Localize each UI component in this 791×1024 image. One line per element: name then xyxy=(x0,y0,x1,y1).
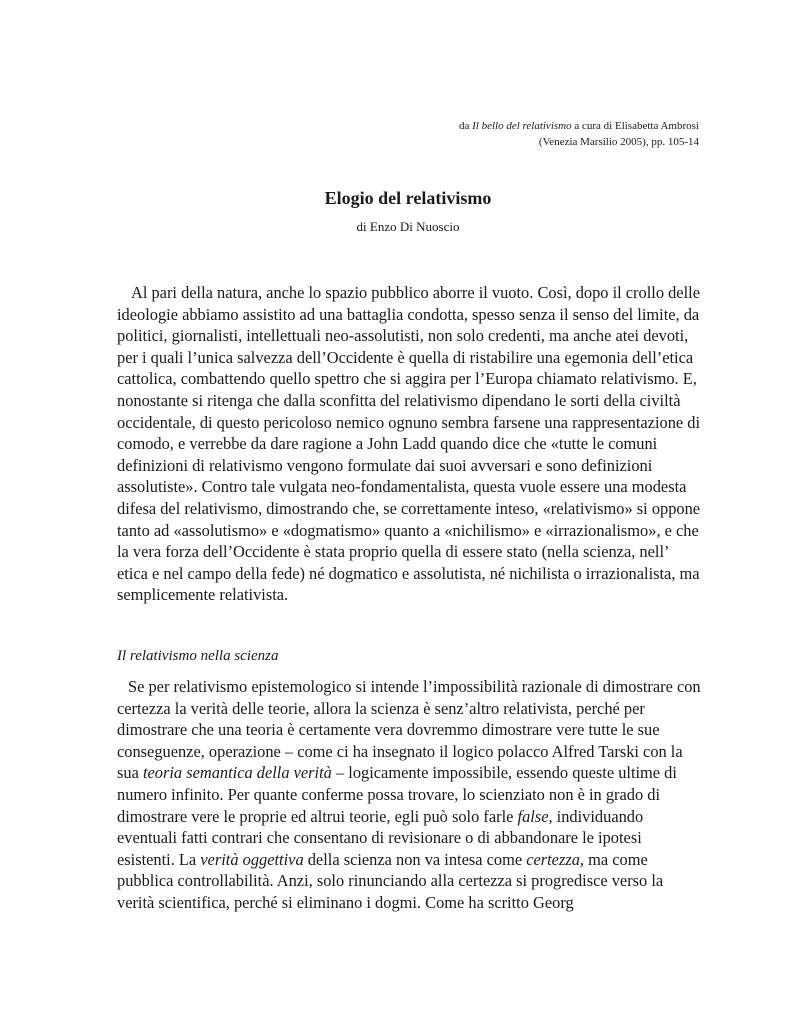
source-line-2: (Venezia Marsilio 2005), pp. 105-14 xyxy=(538,136,699,148)
p2-text-b: – logicamente impossibile, essendo queste ultime di numero infinito. Per quante conferme possa trovare, lo scienziato non è in grado di dimostrare vere le proprie ed altrui teorie, egli può solo farle xyxy=(117,763,677,826)
p2-italic-3: verità oggettiva xyxy=(200,849,304,869)
p2-text-c: individuando eventuali fatti contrari che consentano di revisionare o di abbandonare le ipotesi esistenti. La xyxy=(117,806,644,869)
source-prefix: da xyxy=(458,120,473,132)
p2-italic-4: certezza, xyxy=(526,849,584,869)
paragraph-1: Al pari della natura, anche lo spazio pubblico aborre il vuoto. Così, dopo il crollo delle ideologie abbiamo assistito ad una battaglia condotta, spesso senza il senso del limite, da politici, giornalisti, intellettuali neo-assolutisti, non solo credenti, ma anche atei devoti, per i quali l’unica salvezza dell’Occidente è quella di ristabilire una egemonia dell’etica cattolica, combattendo quello spettro che si aggira per l’Europa chiamato relativismo. E, nonostante si ritenga che dalla sconfitta del relativismo dipendano le sorti della civiltà occidentale, di questo pericoloso nemico ognuno sembra farsene una rappresentazione di comodo, e verrebbe da dare ragione a John Ladd quando dice che «tutte le comuni definizioni di relativismo vengono formulate dai suoi avversari e sono definizioni assolutiste». Contro tale vulgata neo-fondamentalista, questa vuole essere una modesta difesa del relativismo, dimostrando che, se correttamente inteso, «relativismo» si oppone tanto ad «assolutismo» e «dogmatismo» quanto a «nichilismo» e «irrazionalismo», e che la vera forza dell’Occidente è stata proprio quella di essere stato (nella scienza, nell’ etica e nel campo della fede) né dogmatico e assolutista, né nichilista o irrazionalista, ma semplicemente relativista. xyxy=(117,283,701,605)
p2-italic-1: teoria semantica della verità xyxy=(142,763,332,783)
source-book-title: Il bello del relativismo xyxy=(472,120,572,132)
page-title: Elogio del relativismo xyxy=(324,188,492,208)
p2-text-e: ma come pubblica controllabilità. Anzi, solo rinunciando alla certezza si progredisce verso la verità scientifica, perché si eliminano i dogmi. Come ha scritto Georg xyxy=(117,849,664,912)
paragraph-2 xyxy=(117,676,702,914)
p2-text-d: della scienza non va intesa come xyxy=(303,849,527,869)
p2-text-a: Se per relativismo epistemologico si intende l’impossibilità razionale di dimostrare con certezza la verità delle teorie, allora la scienza è senz’altro relativista, perché per dimostrare che una teoria è certamente vera dovremmo dimostrare vere tutte le sue conseguenze, operazione – come ci ha insegnato il logico polacco Alfred Tarski con la sua xyxy=(117,677,701,783)
source-citation xyxy=(459,118,699,150)
author-line: di Enzo Di Nuoscio xyxy=(356,219,460,234)
section-heading: Il relativismo nella scienza xyxy=(117,648,279,664)
source-editor: a cura di Elisabetta Ambrosi xyxy=(571,120,699,132)
source-line-1 xyxy=(459,118,699,134)
p2-italic-2: false, xyxy=(517,806,553,826)
